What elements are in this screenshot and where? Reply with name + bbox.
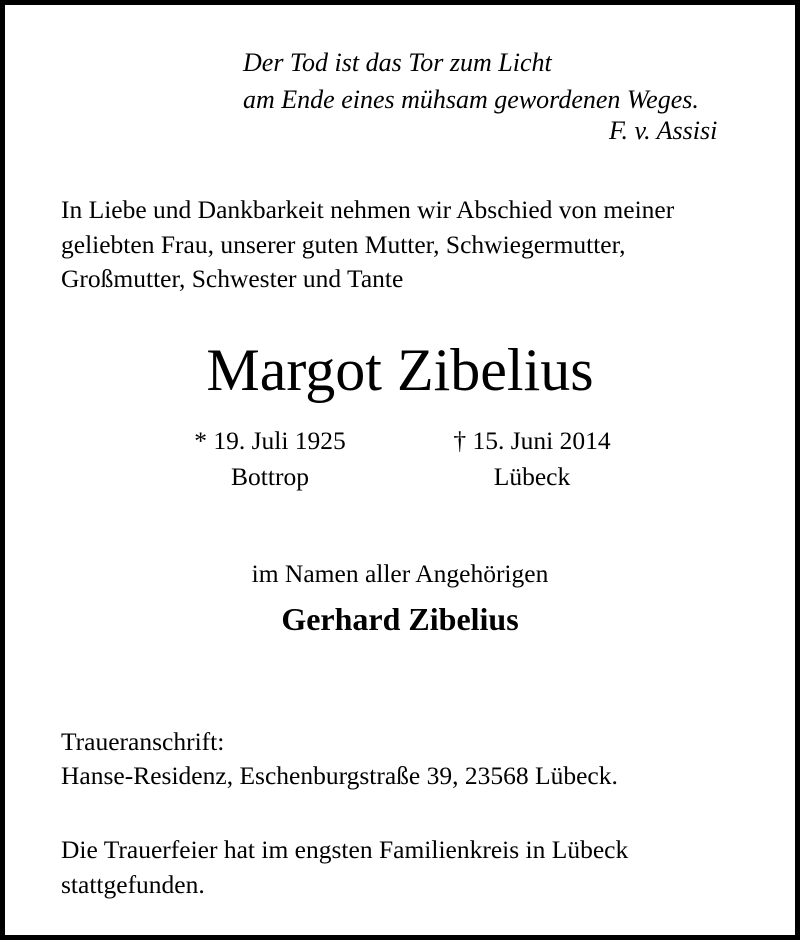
funeral-line-2: stattgefunden. — [61, 870, 205, 899]
death-block — [412, 428, 652, 489]
intro-line-2: geliebten Frau, unserer guten Mutter, Schwiegermutter, — [61, 230, 626, 259]
birth-place: Bottrop — [231, 461, 309, 491]
intro-line-1: In Liebe und Dankbarkeit nehmen wir Abschied von meiner — [61, 195, 675, 224]
address-label: Traueranschrift: — [61, 727, 225, 756]
death-place: Lübeck — [493, 461, 571, 491]
quote-line-2: am Ende eines mühsam gewordenen Weges. — [243, 85, 699, 114]
quote-author: F. v. Assisi — [609, 116, 718, 145]
birth-block — [150, 428, 390, 489]
funeral-line-1: Die Trauerfeier hat im engsten Familienkreis in Lübeck — [61, 835, 629, 864]
address-value: Hanse-Residenz, Eschenburgstraße 39, 23568 Lübeck. — [61, 761, 618, 790]
quote-line-1: Der Tod ist das Tor zum Licht — [243, 48, 552, 77]
birth-date: * 19. Juli 1925 — [194, 426, 346, 455]
death-date: † 15. Juni 2014 — [453, 426, 611, 455]
on-behalf-text: im Namen aller Angehörigen — [251, 559, 549, 588]
intro-line-3: Großmutter, Schwester und Tante — [61, 264, 404, 293]
signer-name: Gerhard Zibelius — [281, 601, 519, 637]
deceased-name: Margot Zibelius — [206, 337, 594, 403]
